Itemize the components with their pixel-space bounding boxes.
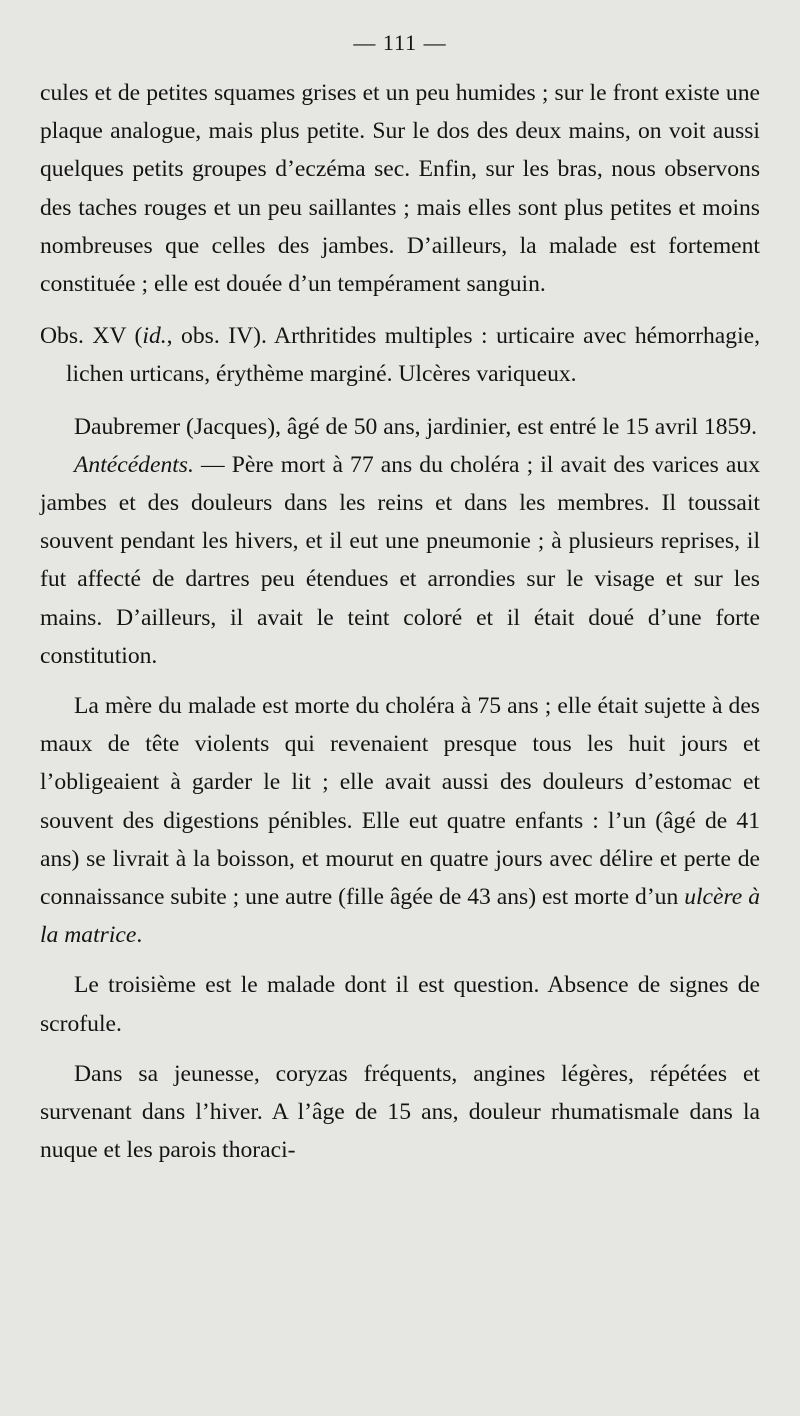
section-lead: Antécédents. <box>74 451 194 478</box>
text-body <box>40 74 760 1169</box>
obs-suffix: , obs. IV). Arthritides multiples : urticaire avec hémorrhagie, lichen urticans, érythème marginé. Ulcères variqueux. <box>66 323 760 388</box>
paragraph-4 <box>40 687 760 954</box>
paragraph-6: Dans sa jeunesse, coryzas fréquents, angines légères, répétées et survenant dans l’hiver. A l’âge de 15 ans, douleur rhumatismale dans la nuque et les parois thoraci- <box>40 1060 760 1164</box>
paragraph-3-text: — Père mort à 77 ans du choléra ; il avait des varices aux jambes et des douleurs dans les reins et dans les membres. Il toussait souvent pendant les hivers, et il eut une pneumonie ; à plusieurs reprises, il fut affecté de dartres peu étendues et arrondies sur le visage et sur les mains. D’ailleurs, il avait le teint coloré et il était doué d’une forte constitution. <box>40 451 760 669</box>
observation-heading <box>40 317 760 393</box>
paragraph-3 <box>40 446 760 675</box>
paragraph-4-end: . <box>136 922 143 949</box>
paragraph-1: cules et de petites squames grises et un peu humides ; sur le front existe une plaque analogue, mais plus petite. Sur le dos des deux mains, on voit aussi quelques petits groupes d’eczéma sec. Enfin, sur les bras, nous observons des taches rouges et un peu saillantes ; mais elles sont plus petites et moins nombreuses que celles des jambes. D’ailleurs, la malade est fortement constituée ; elle est douée d’un tempérament sanguin. <box>40 80 760 298</box>
paragraph-4-text: La mère du malade est morte du choléra à 75 ans ; elle était sujette à des maux de tête violents qui revenaient presque tous les huit jours et l’obligeaient à garder le lit ; elle avait aussi des douleurs d’estomac et souvent des digestions pénibles. Elle eut quatre enfants : l’un (âgé de 41 ans) se livrait à la boisson, et mourut en quatre jours avec délire et perte de connaissance subite ; une autre (fille âgée de 43 ans) est morte d’un <box>40 693 760 911</box>
paragraph-5: Le troisième est le malade dont il est question. Absence de signes de scrofule. <box>40 972 760 1037</box>
obs-prefix: Obs. XV ( <box>40 323 143 350</box>
paragraph-2: Daubremer (Jacques), âgé de 50 ans, jardinier, est entré le 15 avril 1859. <box>74 413 758 440</box>
paragraph-4-italic: ulcère à la matrice <box>40 884 760 949</box>
obs-id: id. <box>142 323 167 350</box>
page-number: — 111 — <box>353 30 447 55</box>
